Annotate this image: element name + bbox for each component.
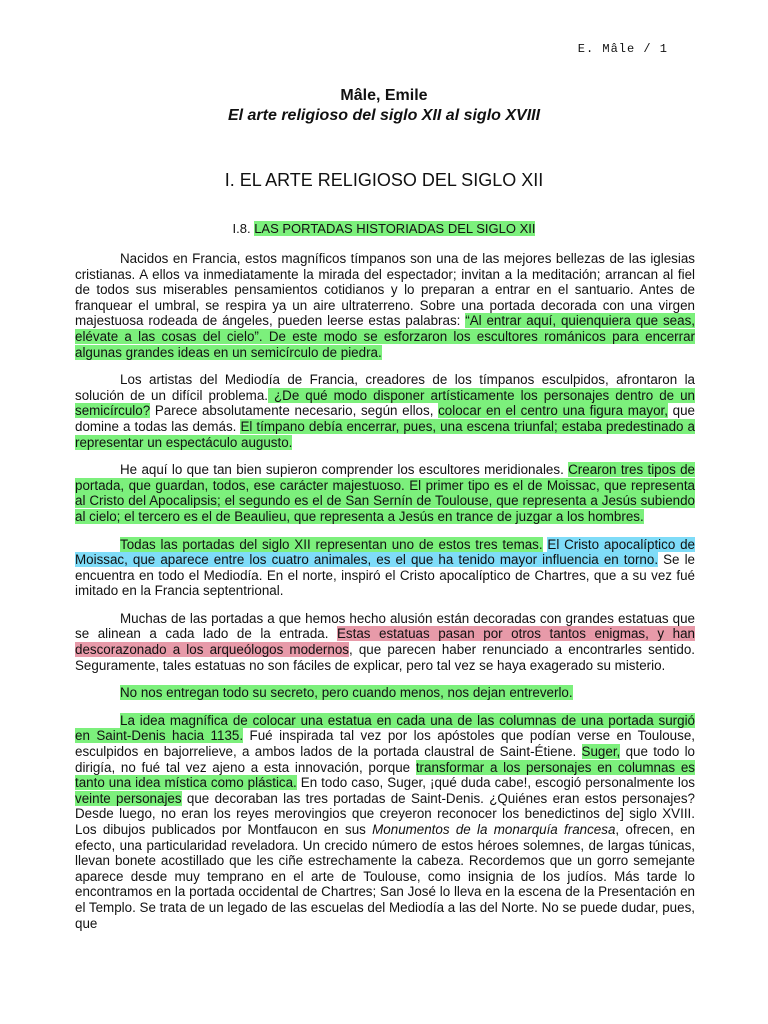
text-run: Se le encuentra en todo el Mediodía. En el norte, inspiró el Cristo apocalíptico de Chartres, que a su vez fué imitado en la Francia septentrional. — [75, 552, 695, 599]
text-run: En todo caso, Suger, ¡qué duda cabe!, escogió personalmente los — [296, 775, 695, 791]
text-run: Fué inspirada tal vez por los apóstoles que podían verse en Toulouse, esculpidos en bajorrelieve, a ambos lados de la portada claustral de Saint-Étiene. — [75, 728, 695, 760]
body-text — [75, 251, 695, 943]
text-run: Monumentos de la monarquía francesa — [372, 822, 616, 837]
highlighted-text: No nos entregan todo su secreto, pero cuando menos, nos dejan entreverlo. — [120, 685, 573, 701]
author-name: Mâle, Emile — [340, 87, 428, 104]
paragraph — [75, 537, 695, 599]
paragraph — [75, 251, 695, 360]
highlighted-text: Crearon tres tipos de portada, que guardan, todos, ese carácter majestuoso. El primer tipo es el de Moissac, que representa al Cristo del Apocalipsis; el segundo es el de San Sernín de Toulouse, que representa a Jesús subiendo al cielo; el tercero es el de Beaulieu, que representa a Jesús en trance de juzgar a los hombres. — [75, 462, 695, 524]
highlighted-text: ¿De qué modo disponer artísticamente los personajes dentro de un semicírculo? — [75, 387, 695, 419]
text-run: que domine a todas las demás. — [75, 403, 695, 434]
highlighted-text: Estas estatuas pasan por otros tantos enigmas, y han descorazonado a los arqueólogos modernos — [75, 626, 695, 658]
text-run: Muchas de las portadas a que hemos hecho alusión están decoradas con grandes estatuas que se alinean a cada lado de la entrada. — [75, 610, 695, 642]
text-run: que todo lo dirigía, no fué tal vez ajeno a esta innovación, porque — [75, 744, 695, 775]
paragraph — [75, 372, 695, 450]
text-run: que decoraban las tres portadas de Saint-Denis. ¿Quiénes eran estos personajes? Desde luego, no eran los reyes merovingios que creyeron reconocer los benedictinos de] siglo XVIII. Los dibujos publicados por Montfaucon en sus — [75, 790, 696, 837]
section-title: I. EL ARTE RELIGIOSO DEL SIGLO XII — [224, 170, 544, 190]
highlighted-text: La idea magnífica de colocar una estatua en cada una de las columnas de una portada surgió en Saint-Denis hacia 1135. — [75, 712, 695, 744]
text-run: Nacidos en Francia, estos magníficos tímpanos son una de las mejores bellezas de las iglesias cristianas. A ellos va inmediatamente la mirada del espectador; invitan a la meditación; arrancan al fiel de todos sus miserables pensamientos cotidianos y lo preparan a entrar en el santuario. Antes de franquear el umbral, se respira ya un aire ultraterreno. Sobre una portada decorada con una virgen majestuosa rodeada de ángeles, pueden leerse estas palabras: — [75, 251, 695, 329]
text-run: He aquí lo que tan bien supieron comprender los escultores meridionales. — [120, 462, 569, 478]
page-number: E. Mâle / 1 — [577, 42, 668, 56]
subsection-heading — [0, 221, 768, 236]
paragraph — [75, 713, 695, 931]
subsection-title: LAS PORTADAS HISTORIADAS DEL SIGLO XII — [254, 221, 536, 236]
highlighted-text: Suger, — [581, 744, 621, 760]
highlighted-text: Todas las portadas del siglo XII representan uno de estos tres temas. — [120, 536, 543, 552]
highlighted-text: El tímpano debía encerrar, pues, una escena triunfal; estaba predestinado a representar un espectáculo augusto. — [75, 418, 695, 450]
highlighted-text: El Cristo apocalíptico de Moissac, que aparece entre los cuatro animales, es el que ha tenido mayor influencia en torno. — [75, 536, 695, 568]
paragraph — [75, 462, 695, 524]
text-run: , ofrecen, en efecto, una particularidad reveladora. Un crecido número de estos héroes solemnes, de largas túnicas, llevan bonete acostillado que les ciñe estrechamente la cabeza. Recordemos que un gorro semejante aparece desde muy temprano en el arte de Toulouse, como insignia de los judíos. Más tarde lo encontramos en la portada occidental de Chartres; San José lo lleva en la escena de la Presentación en el Templo. Se trata de un legado de las escuelas del Mediodía a las del Norte. No se puede dudar, pues, que — [75, 822, 695, 931]
book-title: El arte religioso del siglo XII al siglo XVIII — [227, 107, 541, 124]
paragraph — [75, 685, 695, 701]
highlighted-text: colocar en el centro una figura mayor, — [438, 403, 668, 419]
highlighted-text: veinte personajes — [75, 790, 182, 806]
text-run: Los artistas del Mediodía de Francia, creadores de los tímpanos esculpidos, afrontaron la solución de un difícil problema. — [75, 372, 695, 403]
text-run: Parece absolutamente necesario, según ellos, — [150, 403, 439, 419]
highlighted-text: “Al entrar aquí, quienquiera que seas, elévate a las cosas del cielo”. De este modo se esforzaron los escultores románicos para encerrar algunas grandes ideas en un semicírculo de piedra. — [75, 313, 695, 360]
subsection-number: I.8. — [232, 221, 255, 236]
paragraph — [75, 611, 695, 673]
highlighted-text: transformar a los personajes en columnas es tanto una idea mística como plástica. — [75, 759, 695, 791]
text-run: , que parecen haber renunciado a encontrarles sentido. Seguramente, tales estatuas no son fáciles de explicar, pero tal vez se haya exagerado su misterio. — [75, 642, 695, 673]
